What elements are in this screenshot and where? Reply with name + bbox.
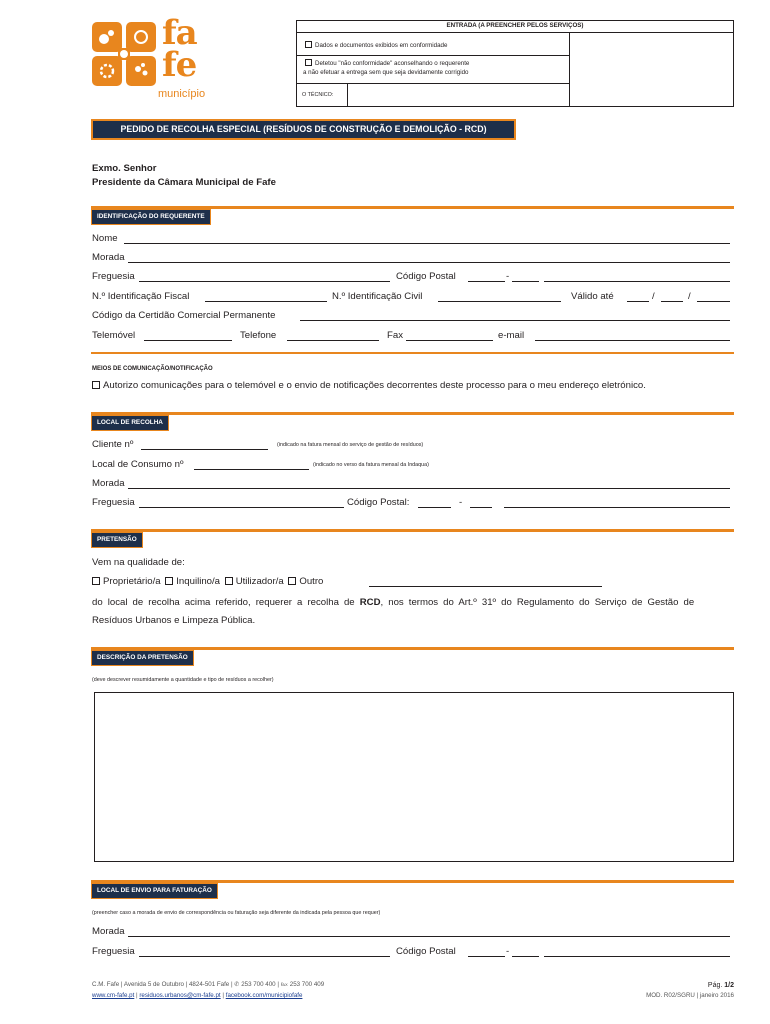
checkbox[interactable] <box>305 41 312 48</box>
freguesia-field[interactable] <box>139 274 390 282</box>
cliente-row <box>91 440 734 452</box>
pretensao-text-line2: Resíduos Urbanos e Limpeza Pública. <box>92 615 256 626</box>
consumo-note: (indicado no verso da fatura mensal da Indaqua) <box>313 462 429 468</box>
checkbox[interactable] <box>305 59 312 66</box>
faturacao-morada-field[interactable] <box>128 929 730 937</box>
footer-address: C.M. Fafe | Avenida 5 de Outubro | 4824-501 Fafe | ✆ 253 700 400 | ℻ 253 700 409 <box>92 981 325 988</box>
proprietario-option[interactable]: Proprietário/a <box>92 576 161 587</box>
checkbox[interactable] <box>165 577 173 585</box>
recolha-freguesia-row <box>91 498 734 510</box>
entry-box-header: ENTRADA (A PREENCHER PELOS SERVIÇOS) <box>446 22 584 29</box>
utilizador-option[interactable]: Utilizador/a <box>225 576 284 587</box>
nic-label: N.º Identificação Civil <box>332 291 423 302</box>
fafe-logo <box>92 13 217 102</box>
valido-year-field[interactable] <box>697 294 730 302</box>
morada-row <box>91 253 734 265</box>
slash-1: / <box>652 291 655 302</box>
pretensao-text-line1: do local de recolha acima referido, requerer a recolha de RCD, nos termos do Art.º 31º do Regulamento do Serviço de Gestão de <box>92 597 695 608</box>
codigo-postal-field-1[interactable] <box>468 274 505 282</box>
checkbox[interactable] <box>92 381 100 389</box>
website-link[interactable]: www.cm-fafe.pt <box>92 992 135 999</box>
faturacao-note: (preencher caso a morada de envio de correspondência ou faturação seja diferente da indicada pela pessoa que requer) <box>92 910 381 916</box>
section-heading-local-recolha: LOCAL DE RECOLHA <box>91 415 169 431</box>
section-heading-identificacao: IDENTIFICAÇÃO DO REQUERENTE <box>91 209 211 225</box>
consumo-label: Local de Consumo nº <box>92 459 184 470</box>
facebook-link[interactable]: facebook.com/municipiofafe <box>225 992 303 999</box>
recolha-cp-label: Código Postal: <box>347 497 410 508</box>
fax-field[interactable] <box>406 333 493 341</box>
page-number: Pág. 1/2 <box>707 982 734 989</box>
recolha-cp-field-2[interactable] <box>470 500 492 508</box>
entry-option-conformidade[interactable]: Dados e documentos exibidos em conformidade <box>305 41 447 49</box>
recolha-morada-row <box>91 479 734 491</box>
inquilino-option[interactable]: Inquilino/a <box>165 576 220 587</box>
section-rule <box>91 412 734 415</box>
faturacao-freguesia-label: Freguesia <box>92 946 135 957</box>
telefone-label: Telefone <box>240 330 277 341</box>
faturacao-cp-field-1[interactable] <box>468 949 505 957</box>
recolha-morada-field[interactable] <box>128 481 730 489</box>
section-separator <box>91 352 734 354</box>
cliente-field[interactable] <box>141 442 268 450</box>
logo-letters-top: fa <box>162 13 197 53</box>
email-label: e-mail <box>498 330 525 341</box>
entry-option-nao-conformidade[interactable]: Detetou "não conformidade" aconselhando o requerente <box>305 59 469 67</box>
morada-label: Morada <box>92 252 125 263</box>
cliente-note: (indicado na fatura mensal do serviço de gestão de resíduos) <box>277 442 424 448</box>
codigo-postal-field-2[interactable] <box>512 274 539 282</box>
salutation-line2: Presidente da Câmara Municipal de Fafe <box>92 177 276 188</box>
nome-field[interactable] <box>124 236 730 244</box>
outro-field[interactable] <box>369 579 602 587</box>
slash-2: / <box>688 291 691 302</box>
certidao-row <box>91 311 734 323</box>
faturacao-freguesia-row <box>91 947 734 959</box>
cp-dash: - <box>506 271 510 282</box>
email-field[interactable] <box>535 333 730 341</box>
checkbox[interactable] <box>225 577 233 585</box>
footer-links <box>92 993 302 999</box>
checkbox[interactable] <box>92 577 100 585</box>
logo-letters-bottom: fe <box>162 45 197 85</box>
checkbox[interactable] <box>288 577 296 585</box>
recolha-cp-dash: - <box>459 497 463 508</box>
logo-subtitle: município <box>158 88 206 100</box>
descricao-note: (deve descrever resumidamente a quantidade e tipo de resíduos a recolher) <box>92 677 274 683</box>
section-heading-descricao: DESCRIÇÃO DA PRETENSÃO <box>91 650 194 666</box>
certidao-field[interactable] <box>300 313 730 321</box>
valido-month-field[interactable] <box>661 294 683 302</box>
entry-option-nao-conformidade-line2: a não efetuar a entrega sem que seja devidamente corrigido <box>303 69 469 76</box>
recolha-cp-field-1[interactable] <box>418 500 451 508</box>
entry-box <box>296 20 734 107</box>
qualidade-row <box>92 577 612 589</box>
codigo-postal-label: Código Postal <box>396 271 456 282</box>
faturacao-localidade-field[interactable] <box>544 949 730 957</box>
nome-label: Nome <box>92 233 118 244</box>
recolha-freguesia-field[interactable] <box>139 500 344 508</box>
freguesia-row <box>91 272 734 284</box>
footer-separator: | <box>222 992 224 999</box>
nic-field[interactable] <box>438 294 561 302</box>
morada-field[interactable] <box>128 255 730 263</box>
localidade-field[interactable] <box>544 274 730 282</box>
salutation-line1: Exmo. Senhor <box>92 163 157 174</box>
fax-label: Fax <box>387 330 403 341</box>
autorizo-option[interactable]: Autorizo comunicações para o telemóvel e o envio de notificações decorrentes deste processo para o meu endereço eletrónico. <box>92 381 646 391</box>
consumo-row <box>91 460 734 472</box>
recolha-morada-label: Morada <box>92 478 125 489</box>
logo-emblem-icon <box>92 22 156 86</box>
nif-row <box>91 292 734 304</box>
email-link[interactable]: residuos.urbanos@cm-fafe.pt <box>139 992 221 999</box>
nif-field[interactable] <box>205 294 327 302</box>
descricao-textarea[interactable] <box>94 692 734 862</box>
section-heading-pretensao: PRETENSÃO <box>91 532 143 548</box>
recolha-freguesia-label: Freguesia <box>92 497 135 508</box>
nome-row <box>91 234 734 246</box>
valido-label: Válido até <box>571 291 614 302</box>
faturacao-cp-label: Código Postal <box>396 946 456 957</box>
consumo-field[interactable] <box>194 462 309 470</box>
faturacao-freguesia-field[interactable] <box>139 949 390 957</box>
section-rule <box>91 529 734 532</box>
section-heading-faturacao: LOCAL DE ENVIO PARA FATURAÇÃO <box>91 883 218 899</box>
freguesia-label: Freguesia <box>92 271 135 282</box>
faturacao-cp-field-2[interactable] <box>512 949 539 957</box>
faturacao-morada-row <box>91 927 734 939</box>
form-title: PEDIDO DE RECOLHA ESPECIAL (RESÍDUOS DE CONSTRUÇÃO E DEMOLIÇÃO - RCD) <box>91 119 516 140</box>
outro-option[interactable]: Outro <box>288 576 323 587</box>
faturacao-cp-dash: - <box>506 946 510 957</box>
form-model-code: MOD. R02/SGRU | janeiro 2016 <box>646 992 734 999</box>
meios-heading: MEIOS DE COMUNICAÇÃO/NOTIFICAÇÃO <box>92 366 213 372</box>
recolha-localidade-field[interactable] <box>504 500 730 508</box>
tecnico-label: O TÉCNICO: <box>302 92 334 98</box>
telefone-field[interactable] <box>287 333 379 341</box>
faturacao-morada-label: Morada <box>92 926 125 937</box>
telemovel-label: Telemóvel <box>92 330 136 341</box>
vem-label: Vem na qualidade de: <box>92 557 185 568</box>
nif-label: N.º Identificação Fiscal <box>92 291 190 302</box>
cliente-label: Cliente nº <box>92 439 134 450</box>
certidao-label: Código da Certidão Comercial Permanente <box>92 310 276 321</box>
valido-day-field[interactable] <box>627 294 649 302</box>
contactos-row <box>91 331 734 343</box>
telemovel-field[interactable] <box>144 333 232 341</box>
footer-separator: | <box>136 992 138 999</box>
